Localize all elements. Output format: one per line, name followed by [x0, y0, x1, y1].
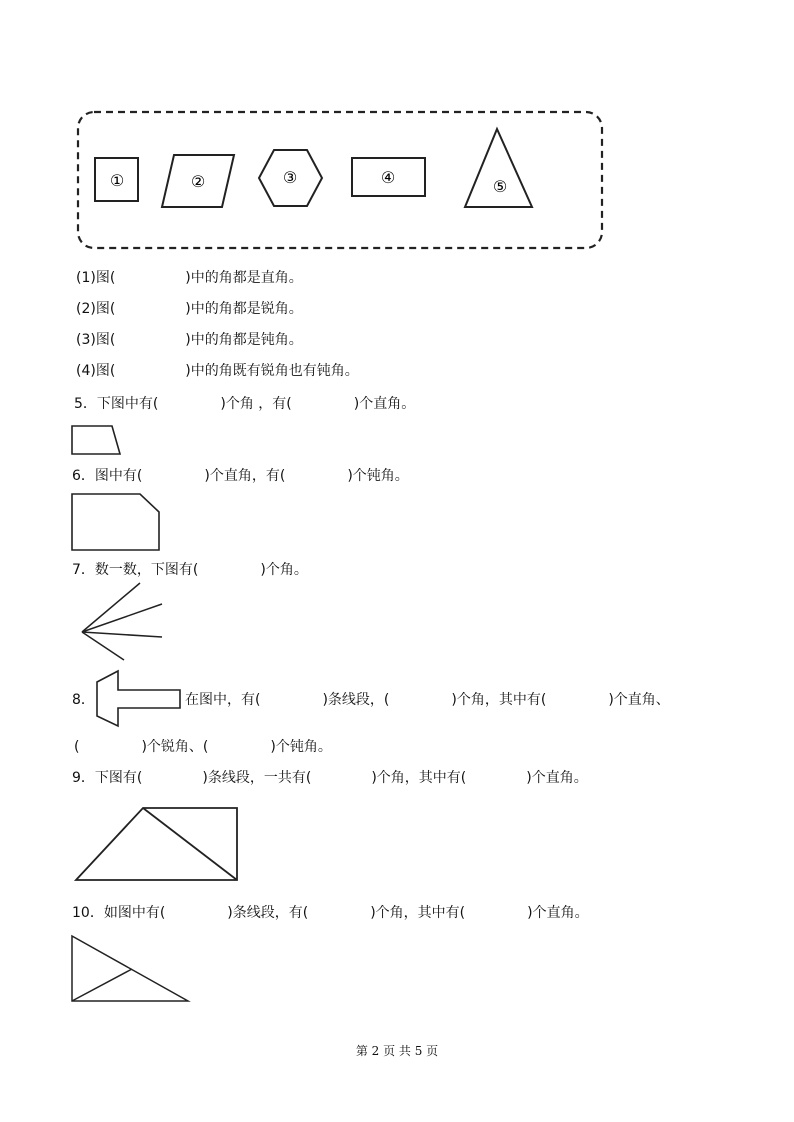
dashed-border [78, 112, 602, 248]
q4-item-3: (3)图( )中的角都是钝角。 [76, 332, 303, 348]
page-footer: 第 2 页 共 5 页 [355, 1044, 439, 1058]
question-8-line-2: ( )个锐角、( )个钝角。 [74, 739, 332, 755]
question-8-number: 8． [72, 692, 95, 708]
question-10: 10．如图中有( )条线段，有( )个角，其中有( )个直角。 [72, 905, 589, 921]
shape-5-label: ⑤ [492, 177, 508, 196]
question-9: 9．下图有( )条线段，一共有( )个角，其中有( )个直角。 [72, 770, 588, 786]
shape-4-label: ④ [380, 168, 396, 187]
shape-3-label: ③ [282, 168, 298, 187]
shape-1-label: ① [109, 171, 125, 190]
q4-item-1: (1)图( )中的角都是直角。 [76, 270, 303, 286]
question-5: 5．下图中有( )个角 ，有( )个直角。 [74, 396, 416, 412]
question-8-line-1: 在图中，有( )条线段，( )个角，其中有( )个直角、 [185, 692, 670, 708]
q4-item-2: (2)图( )中的角都是锐角。 [76, 301, 303, 317]
q4-item-4: (4)图( )中的角既有锐角也有钝角。 [76, 363, 359, 379]
shape-2-label: ② [190, 172, 206, 191]
question-7: 7．数一数，下图有( )个角。 [72, 562, 308, 578]
shapes-panel [0, 0, 794, 260]
question-6: 6．图中有( )个直角，有( )个钝角。 [72, 468, 409, 484]
q10-figure [0, 0, 1, 1]
